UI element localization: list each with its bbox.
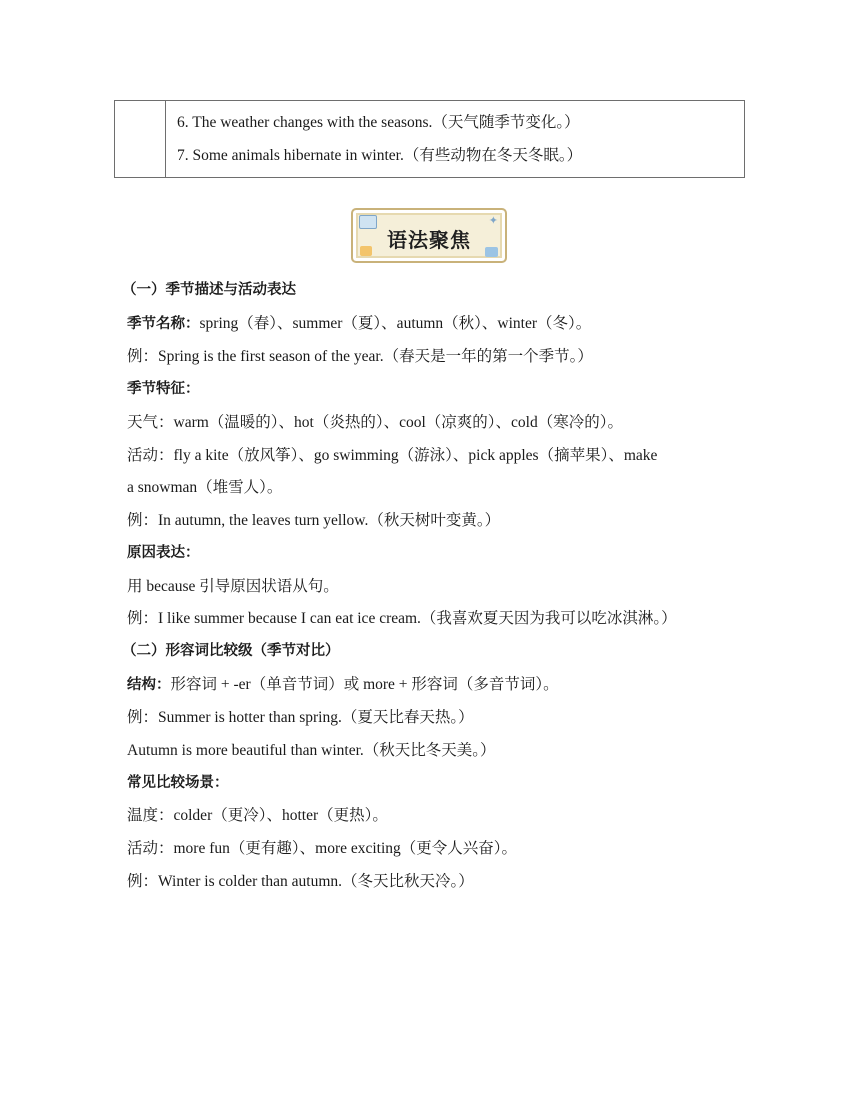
vocabulary-table <box>114 100 745 178</box>
features-label <box>127 377 200 398</box>
table-row: 7. Some animals hibernate in winter.（有些动物在冬天冬眠。） <box>177 147 583 164</box>
scenes-label-text: 常见比较场景： <box>127 775 229 791</box>
section-heading-2: （二）形容词比较级（季节对比） <box>122 643 340 659</box>
season-names-line <box>127 311 591 333</box>
section-heading-1: （一）季节描述与活动表达 <box>122 282 296 298</box>
example-line: 例：Winter is colder than autumn.（冬天比秋天冷。） <box>127 873 474 890</box>
table-row: 6. The weather changes with the seasons.（天气随季节变化。） <box>177 114 580 131</box>
star-icon: ✦ <box>488 214 498 227</box>
example-line: 例：Spring is the first season of the year.（春天是一年的第一个季节。） <box>127 348 593 365</box>
scenes-label <box>127 771 229 792</box>
reason-label-text: 原因表达： <box>127 545 200 561</box>
features-label-text: 季节特征： <box>127 381 200 397</box>
season-names-text: spring（春）、summer（夏）、autumn（秋）、winter（冬）。 <box>199 315 592 332</box>
example-line: 例：In autumn, the leaves turn yellow.（秋天树叶变黄。） <box>127 512 501 529</box>
banner-title: 语法聚焦 <box>387 228 471 252</box>
reason-label <box>127 541 200 562</box>
activity-compare-line: 活动：more fun（更有趣）、more exciting（更令人兴奋）。 <box>127 840 518 857</box>
weather-line: 天气：warm（温暖的）、hot（炎热的）、cool（凉爽的）、cold（寒冷的）。 <box>127 414 623 431</box>
activity-line-2: a snowman（堆雪人）。 <box>127 479 283 496</box>
section-banner <box>351 208 507 263</box>
structure-text: 形容词 + -er（单音节词）或 more + 形容词（多音节词）。 <box>170 676 559 693</box>
reason-text-line: 用 because 引导原因状语从句。 <box>127 578 339 595</box>
structure-line <box>127 672 559 694</box>
example-line: 例：Summer is hotter than spring.（夏天比春天热。） <box>127 709 474 726</box>
table-content-cell <box>166 101 744 177</box>
temperature-line: 温度：colder（更冷）、hotter（更热）。 <box>127 807 388 824</box>
example-line: 例：I like summer because I can eat ice cream.（我喜欢夏天因为我可以吃冰淇淋。） <box>127 610 677 627</box>
season-names-label: 季节名称： <box>127 316 200 332</box>
example-line: Autumn is more beautiful than winter.（秋天比冬天美。） <box>127 742 496 759</box>
table-index-cell <box>115 101 166 177</box>
activity-line-1: 活动：fly a kite（放风筝）、go swimming（游泳）、pick apples（摘苹果）、make <box>127 447 658 464</box>
structure-label: 结构： <box>127 677 171 693</box>
